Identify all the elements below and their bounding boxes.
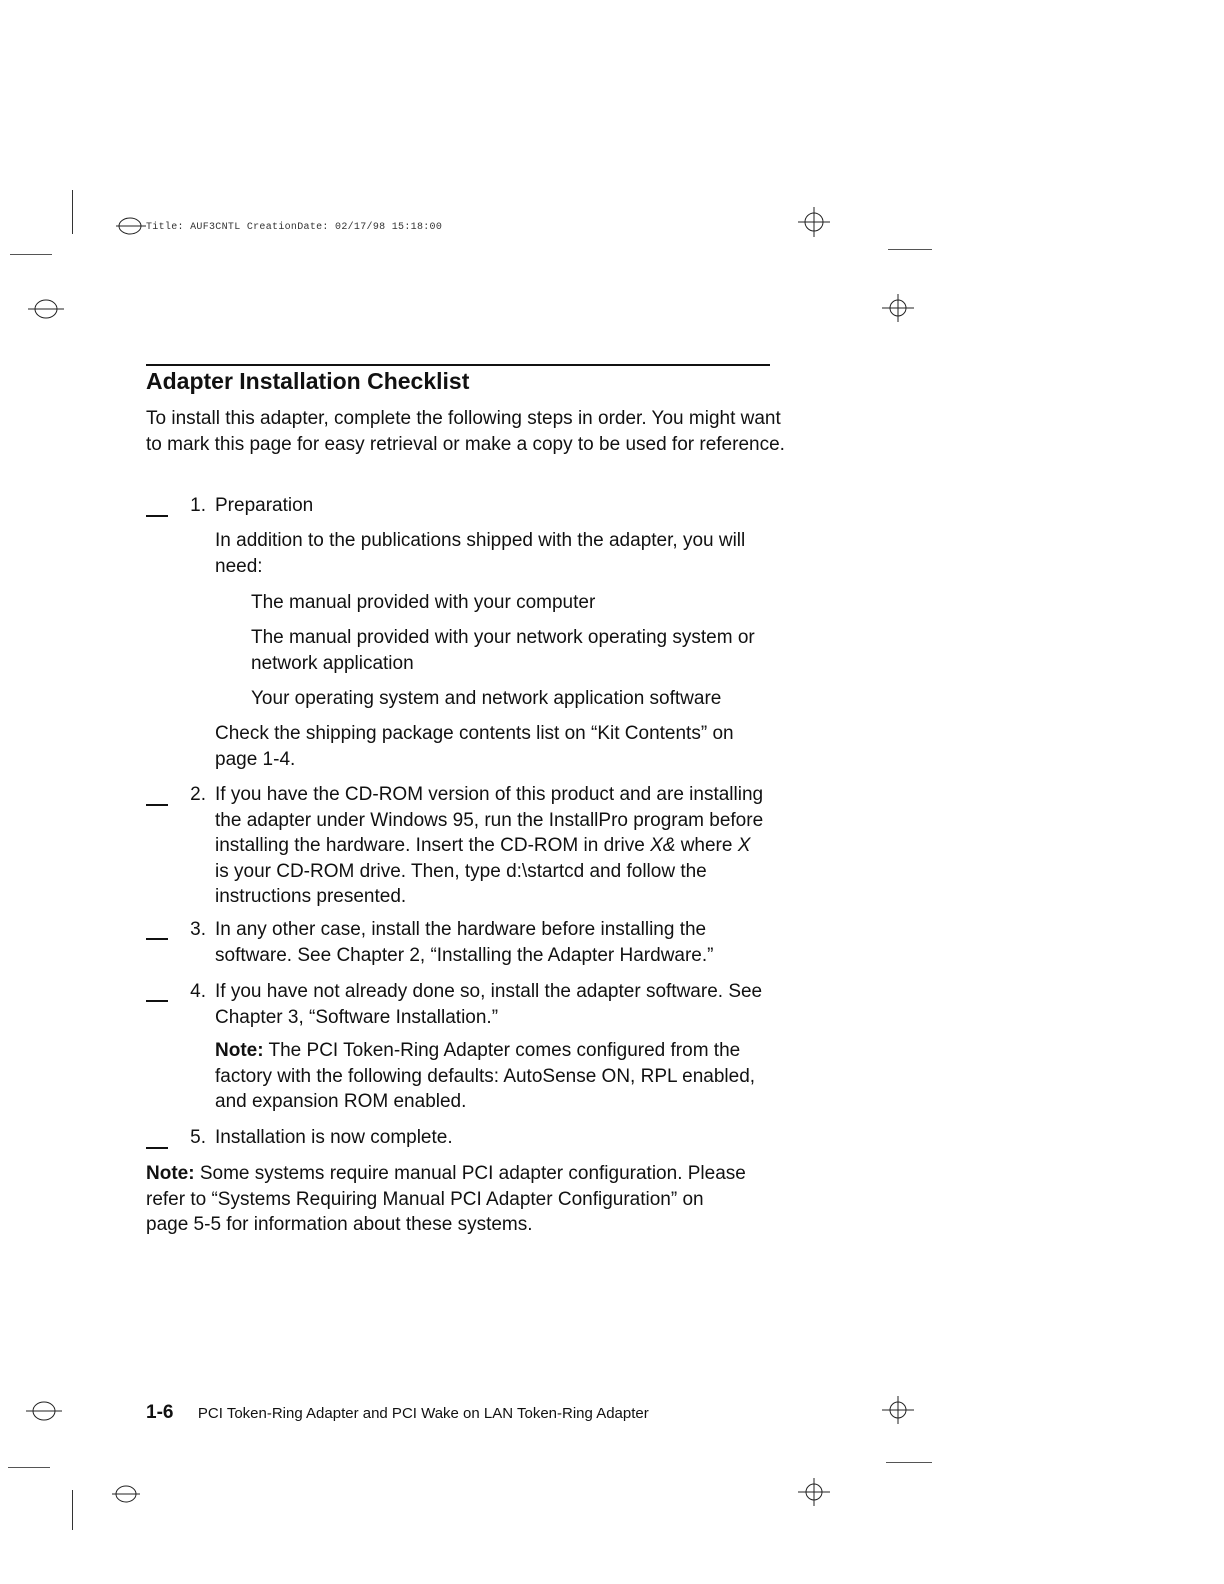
note-label: Note: (215, 1040, 264, 1061)
note-label: Note: (146, 1163, 195, 1184)
note (215, 1038, 775, 1115)
step-text: If you have not already done so, install the adapter software. See Chapter 3, “Software Installation.” (215, 981, 763, 1028)
list-item: The manual provided with your computer (251, 592, 596, 613)
step-number: 1. (190, 495, 206, 516)
page-footer (146, 1402, 649, 1424)
step-text: Check the shipping package contents list on “Kit Contents” on page 1-4. (215, 723, 734, 770)
step-number: 4. (190, 981, 206, 1002)
page-number: 1-6 (146, 1402, 174, 1423)
crop-mark (888, 249, 932, 250)
list-item: Your operating system and network application software (251, 688, 722, 709)
note-text: The PCI Token-Ring Adapter comes configured from the factory with the following defaults: AutoSense ON, RPL enabled, and expansion ROM enabled. (215, 1040, 756, 1112)
crop-mark (72, 190, 73, 234)
step-number: 5. (190, 1127, 206, 1148)
footer-title: PCI Token-Ring Adapter and PCI Wake on LAN Token-Ring Adapter (197, 1405, 649, 1422)
registration-mark-icon (880, 292, 916, 324)
crop-mark (72, 1490, 73, 1530)
checkbox-blank[interactable] (146, 938, 168, 940)
checkbox-blank[interactable] (146, 515, 168, 517)
step-number: 2. (190, 784, 206, 805)
drive-variable: X& (650, 835, 676, 856)
drive-variable: X (737, 835, 751, 856)
crop-mark (10, 254, 52, 255)
step-text-part: where (675, 835, 738, 856)
registration-mark-icon (796, 1476, 832, 1508)
step-text-part: is your CD-ROM drive. Then, type d:\startcd and follow the instructions presented. (215, 860, 707, 907)
section-rule (146, 364, 770, 366)
step-text-part: If you have the CD-ROM version of this product and are installing the adapter under Windows 95, run the InstallPro program before installing the hardware. Insert the CD-ROM in drive (215, 784, 764, 856)
step-label: Preparation (215, 495, 314, 516)
list-item: The manual provided with your network operating system or network application (251, 627, 755, 674)
step-text: Installation is now complete. (215, 1127, 453, 1148)
registration-mark-icon (26, 296, 66, 322)
step-number: 3. (190, 919, 206, 940)
crop-mark (886, 1462, 932, 1463)
step-text (215, 782, 765, 910)
creation-metadata: Title: AUF3CNTL CreationDate: 02/17/98 15:18:00 (146, 222, 443, 233)
registration-mark-icon (796, 206, 832, 238)
registration-mark-icon (880, 1394, 916, 1426)
intro-paragraph: To install this adapter, complete the following steps in order. You might want to mark this page for easy retrieval or make a copy to be used for reference. (146, 408, 785, 455)
registration-mark-icon (24, 1398, 64, 1424)
final-note (146, 1161, 746, 1238)
step-text: In any other case, install the hardware before installing the software. See Chapter 2, “Installing the Adapter Hardware.” (215, 919, 714, 966)
note-text: Some systems require manual PCI adapter configuration. Please refer to “Systems Requiring Manual PCI Adapter Configuration” on page 5-5 for information about these systems. (146, 1163, 746, 1235)
checkbox-blank[interactable] (146, 804, 168, 806)
checkbox-blank[interactable] (146, 1147, 168, 1149)
crop-mark (8, 1467, 50, 1468)
checkbox-blank[interactable] (146, 1000, 168, 1002)
registration-mark-icon (112, 214, 148, 238)
registration-mark-icon (108, 1482, 144, 1506)
step-text: In addition to the publications shipped with the adapter, you will need: (215, 530, 746, 577)
page-title: Adapter Installation Checklist (146, 368, 470, 394)
